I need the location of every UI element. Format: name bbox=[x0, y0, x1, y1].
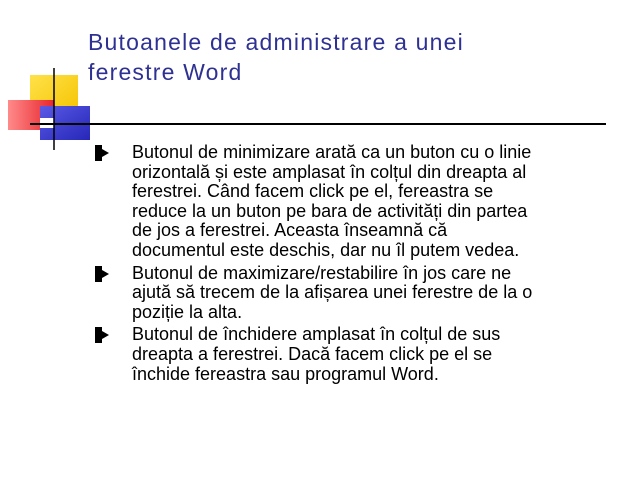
bullet-text bbox=[132, 264, 615, 323]
bullet-line: ferestrei. Când facem click pe el, fereastra se bbox=[132, 181, 494, 202]
bullet-line: reduce la un buton pe bara de activități din partea bbox=[132, 200, 528, 221]
bullet-list bbox=[95, 143, 615, 387]
square-bullet-icon bbox=[95, 327, 109, 343]
bullet-item bbox=[95, 325, 615, 384]
bullet-line: orizontală și este amplasat în colțul din dreapta al bbox=[132, 161, 527, 182]
bullet-text bbox=[132, 143, 615, 261]
bullet-line: de jos a ferestrei. Aceasta înseamnă că bbox=[132, 220, 448, 241]
bullet-line: închide fereastra sau programul Word. bbox=[132, 363, 439, 384]
bullet-item bbox=[95, 143, 615, 261]
bullet-line: Butonul de închidere amplasat în colțul de sus bbox=[132, 324, 501, 345]
bullet-line: ajută să trecem de la afișarea unei ferestre de la o bbox=[132, 282, 533, 303]
bullet-line: Butonul de maximizare/restabilire în jos care ne bbox=[132, 262, 512, 283]
title-divider bbox=[30, 123, 606, 125]
bullet-text bbox=[132, 325, 615, 384]
bullet-line: Butonul de minimizare arată ca un buton cu o linie bbox=[132, 142, 532, 162]
square-bullet-icon bbox=[95, 266, 109, 282]
bullet-line: dreapta a ferestrei. Dacă facem click pe el se bbox=[132, 343, 493, 364]
title-line: ferestre Word bbox=[88, 59, 243, 85]
slide-title bbox=[88, 27, 608, 87]
bullet-line: poziție la alta. bbox=[132, 301, 243, 322]
bullet-item bbox=[95, 264, 615, 323]
title-line: Butoanele de administrare a unei bbox=[88, 29, 464, 55]
square-bullet-icon bbox=[95, 145, 109, 161]
bullet-line: documentul este deschis, dar nu îl putem vedea. bbox=[132, 239, 520, 260]
